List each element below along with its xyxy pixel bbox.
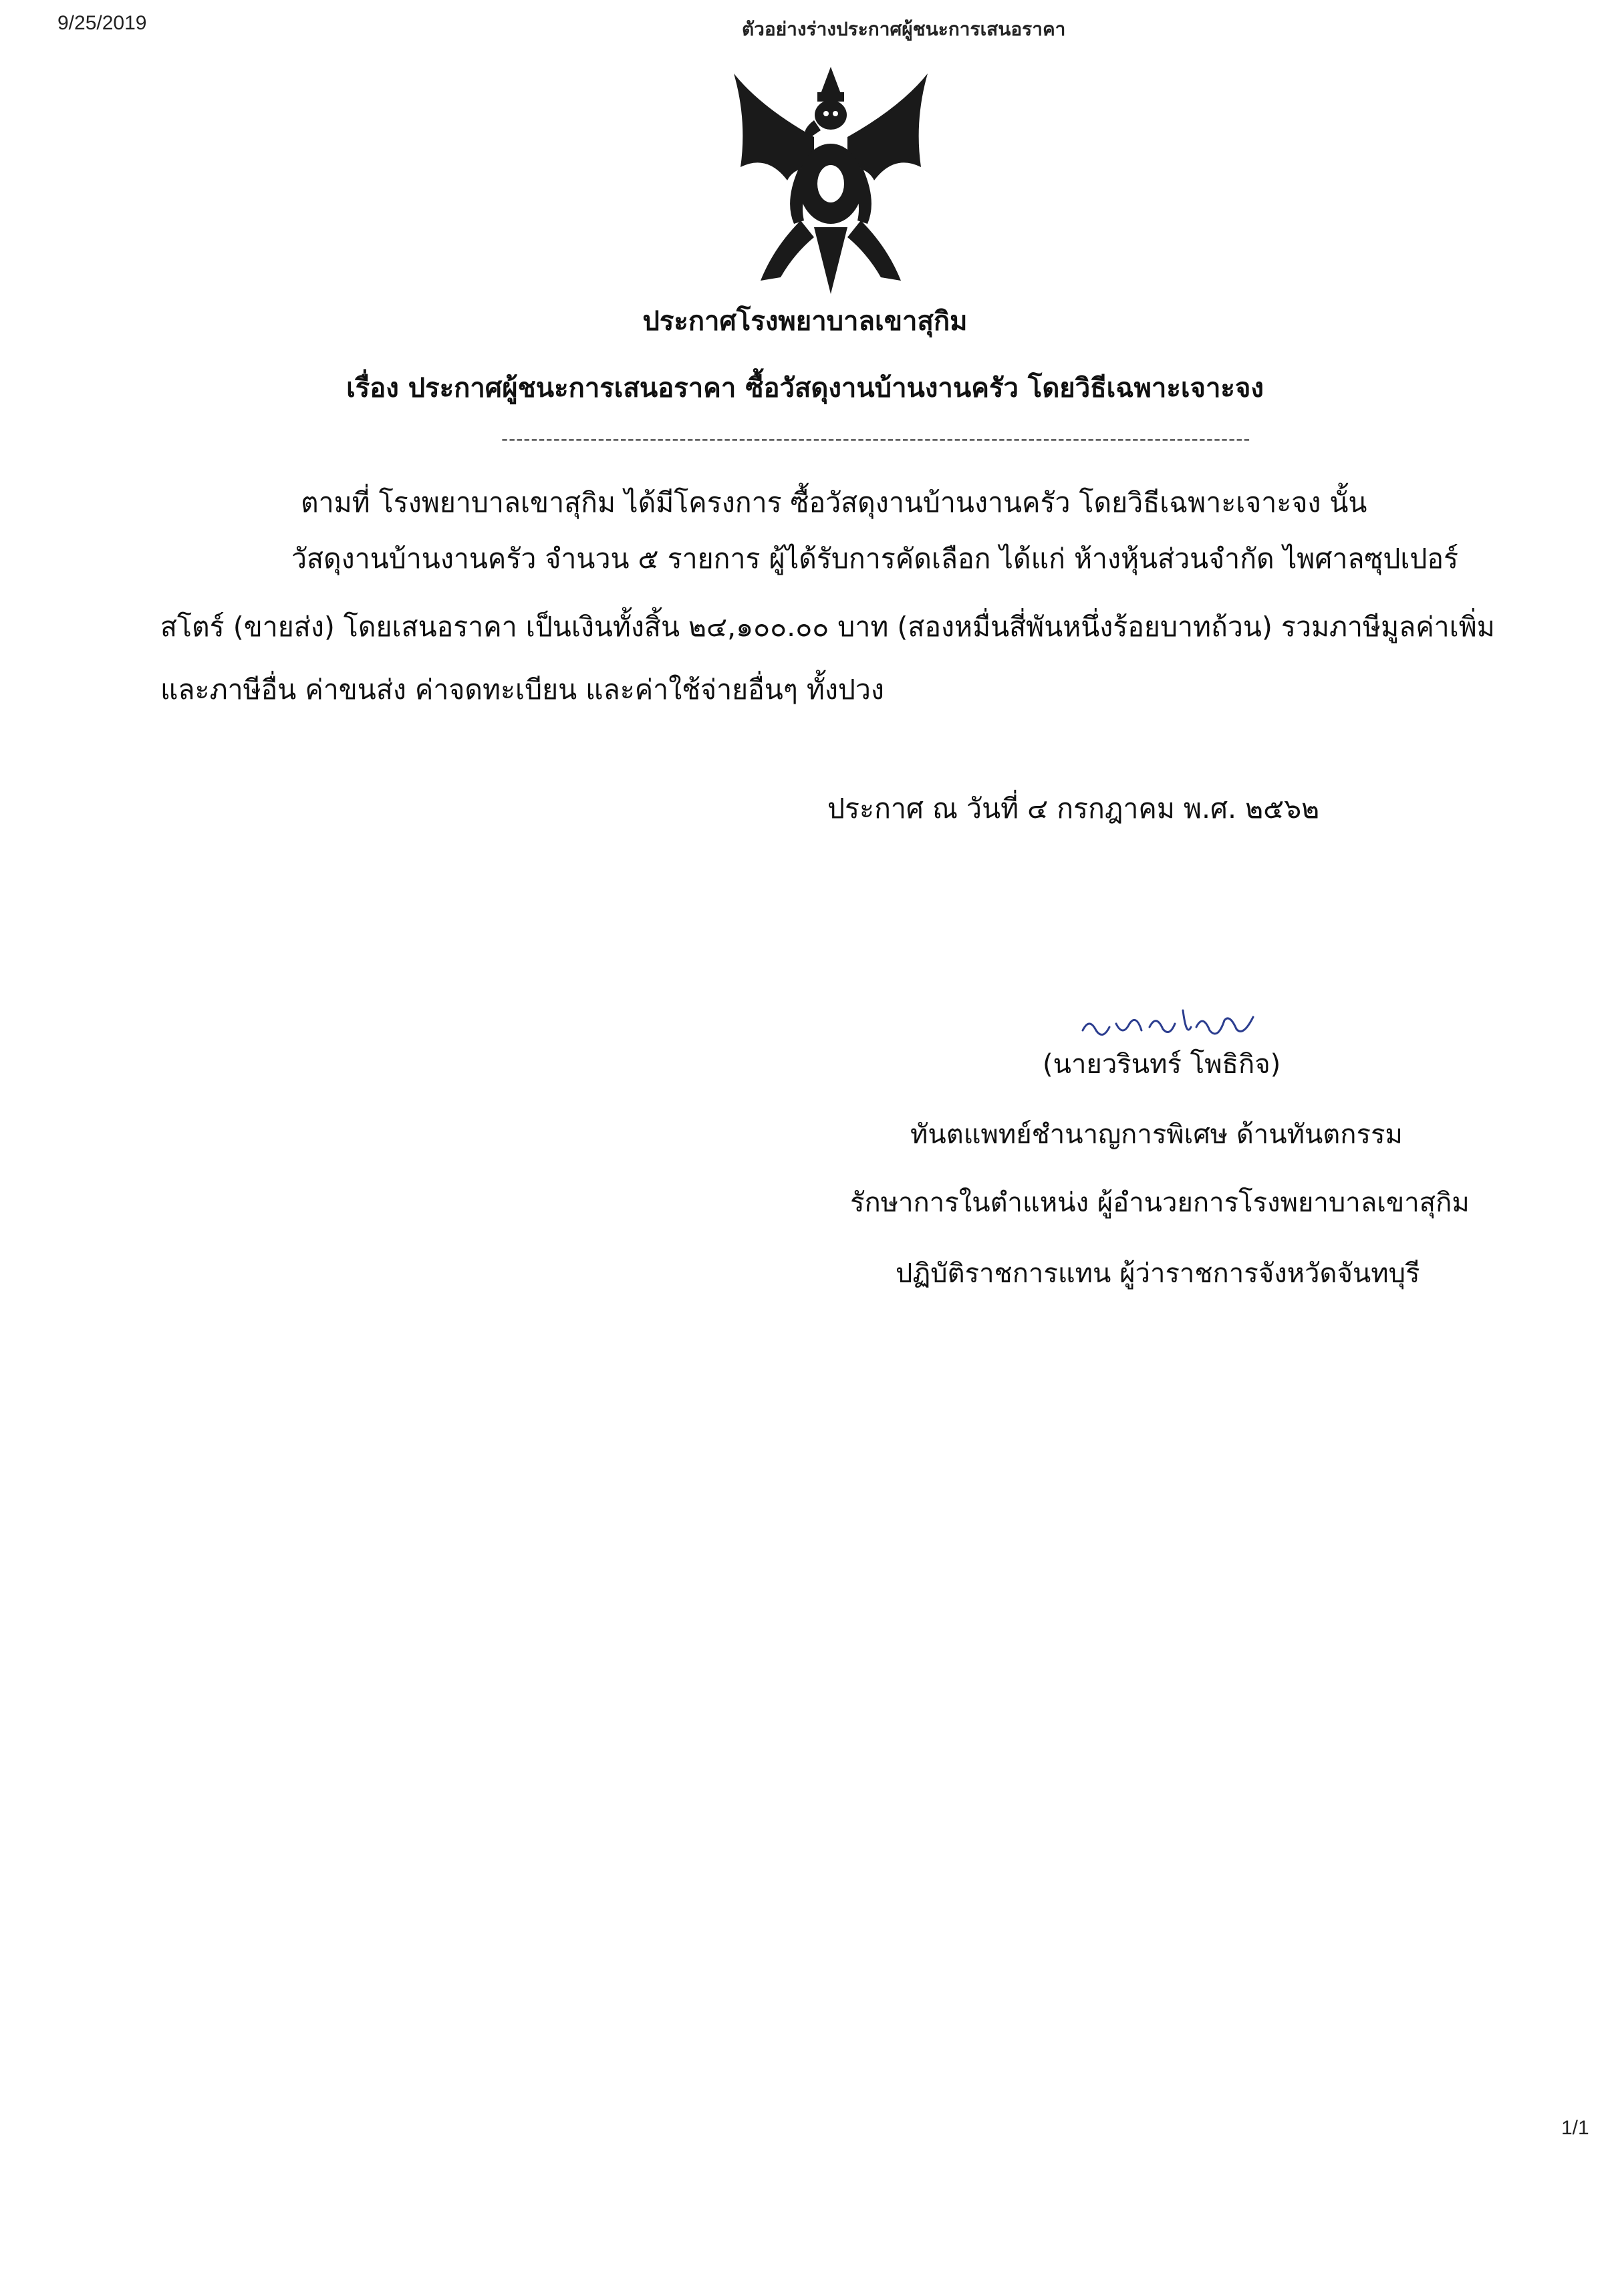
body-line-1: ตามที่ โรงพยาบาลเขาสุกิม ได้มีโครงการ ซื้อวัสดุงานบ้านงานครัว โดยวิธีเฉพาะเจาะจง นั้น bbox=[301, 486, 1367, 519]
announcement-subject: เรื่อง ประกาศผู้ชนะการเสนอราคา ซื้อวัสดุงานบ้านงานครัว โดยวิธีเฉพาะเจาะจง bbox=[346, 373, 1264, 404]
signatory-position-1: ทันตแพทย์ชำนาญการพิเศษ ด้านทันตกรรม bbox=[910, 1119, 1403, 1150]
handwritten-signature bbox=[1069, 990, 1270, 1050]
print-date: 9/25/2019 bbox=[57, 12, 147, 34]
page-number: 1/1 bbox=[1561, 2117, 1589, 2139]
garuda-emblem-icon bbox=[720, 67, 941, 294]
announcement-date: ประกาศ ณ วันที่ ๔ กรกฎาคม พ.ศ. ๒๕๖๒ bbox=[827, 793, 1320, 825]
separator-line: ----------------------------------------------------------------------------------------------------- bbox=[501, 428, 1251, 450]
body-line-2: วัสดุงานบ้านงานครัว จำนวน ๕ รายการ ผู้ได้รับการคัดเลือก ได้แก่ ห้างหุ้นส่วนจำกัด ไพศาลซุปเปอร์ bbox=[291, 543, 1459, 575]
organization-title: ประกาศโรงพยาบาลเขาสุกิม bbox=[642, 306, 968, 337]
signatory-position-2: รักษาการในตำแหน่ง ผู้อำนวยการโรงพยาบาลเขาสุกิม bbox=[850, 1187, 1470, 1218]
print-header-title: ตัวอย่างร่างประกาศผู้ชนะการเสนอราคา bbox=[742, 18, 1066, 40]
signatory-position-3: ปฏิบัติราชการแทน ผู้ว่าราชการจังหวัดจันทบุรี bbox=[896, 1258, 1420, 1289]
body-line-4: และภาษีอื่น ค่าขนส่ง ค่าจดทะเบียน และค่าใช้จ่ายอื่นๆ ทั้งปวง bbox=[160, 674, 884, 706]
signatory-name: (นายวรินทร์ โพธิกิจ) bbox=[1043, 1049, 1281, 1080]
body-line-3: สโตร์ (ขายส่ง) โดยเสนอราคา เป็นเงินทั้งสิ้น ๒๔,๑๐๐.๐๐ บาท (สองหมื่นสี่พันหนึ่งร้อยบาทถ้วน) รวมภาษีมูลค่าเพิ่ม bbox=[160, 611, 1495, 643]
